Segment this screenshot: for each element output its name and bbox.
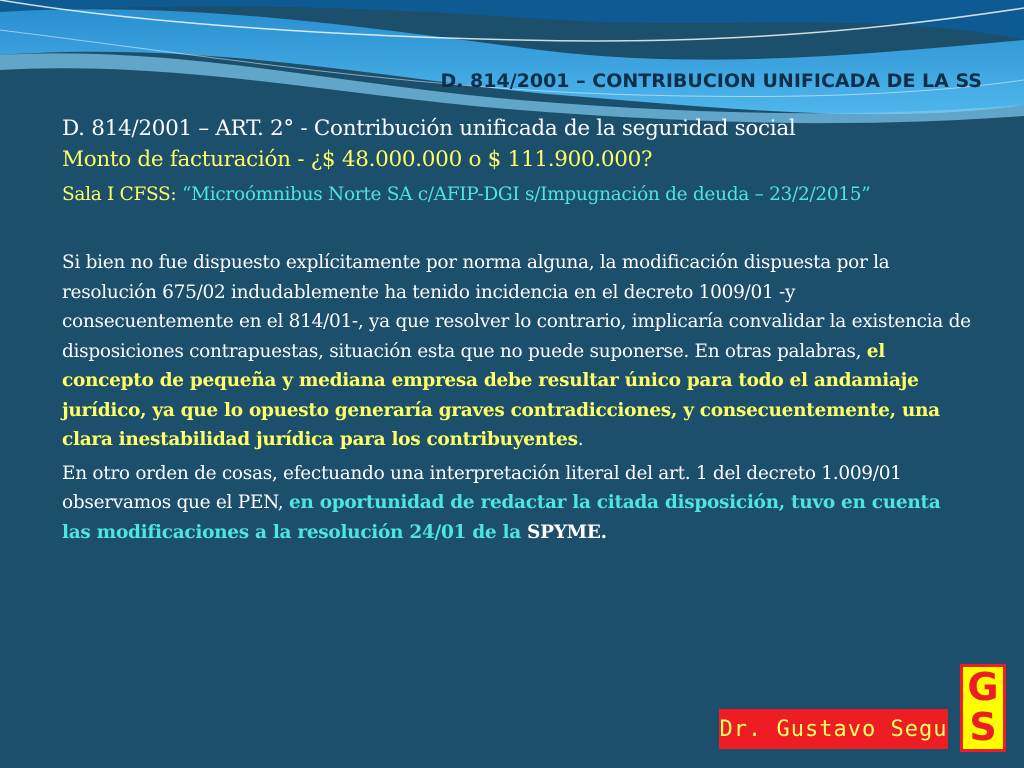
gs-logo <box>960 664 1006 752</box>
case-citation <box>62 178 972 212</box>
logo-letter-s: S <box>969 705 997 749</box>
amount-separator: - <box>290 147 311 172</box>
amount-line <box>62 147 972 172</box>
slide-heading: D. 814/2001 – ART. 2° - Contribución unificada de la seguridad social <box>62 116 796 141</box>
logo-letter-g: G <box>967 665 999 709</box>
paragraph-1-end: . <box>577 429 584 450</box>
amount-label: Monto de facturación <box>62 147 291 172</box>
case-label: Sala I CFSS: <box>62 184 177 205</box>
slide-header-title: D. 814/2001 – CONTRIBUCION UNIFICADA DE LA SS <box>440 70 982 92</box>
paragraph-1 <box>62 248 972 455</box>
paragraph-2-text: En otro orden de cosas, efectuando una interpretación literal del art. 1 del decreto 1.009/01 observamos que el PEN, <box>62 462 902 513</box>
author-signature: Dr. Gustavo Segu <box>719 709 948 749</box>
paragraph-2-highlight: en oportunidad de redactar la citada disposición, tuvo en cuenta las modificaciones a la resolución 24/01 de la <box>62 492 941 543</box>
slide-content <box>62 116 972 547</box>
spacer <box>62 212 972 248</box>
amount-question: ¿$ 48.000.000 o $ 111.900.000? <box>310 147 653 172</box>
paragraph-2-end: SPYME. <box>520 521 607 543</box>
paragraph-2 <box>62 459 972 548</box>
paragraph-1-highlight: el concepto de pequeña y mediana empresa debe resultar único para todo el andamiaje jurídico, ya que lo opuesto generaría graves contradicciones, y consecuentemente, una clara inestabilidad jurídica para los contribuyentes <box>62 340 940 450</box>
paragraph-1-text: Si bien no fue dispuesto explícitamente por norma alguna, la modificación dispuesta por la resolución 675/02 indudablemente ha tenido incidencia en el decreto 1009/01 -y consecuentemente en el 814/01-, ya que resolver lo contrario, implicaría convalidar la existencia de disposiciones contrapuestas, situación esta que no puede suponerse. En otras palabras, <box>62 252 971 362</box>
case-title: “Microómnibus Norte SA c/AFIP-DGI s/Impugnación de deuda – 23/2/2015” <box>176 184 871 205</box>
